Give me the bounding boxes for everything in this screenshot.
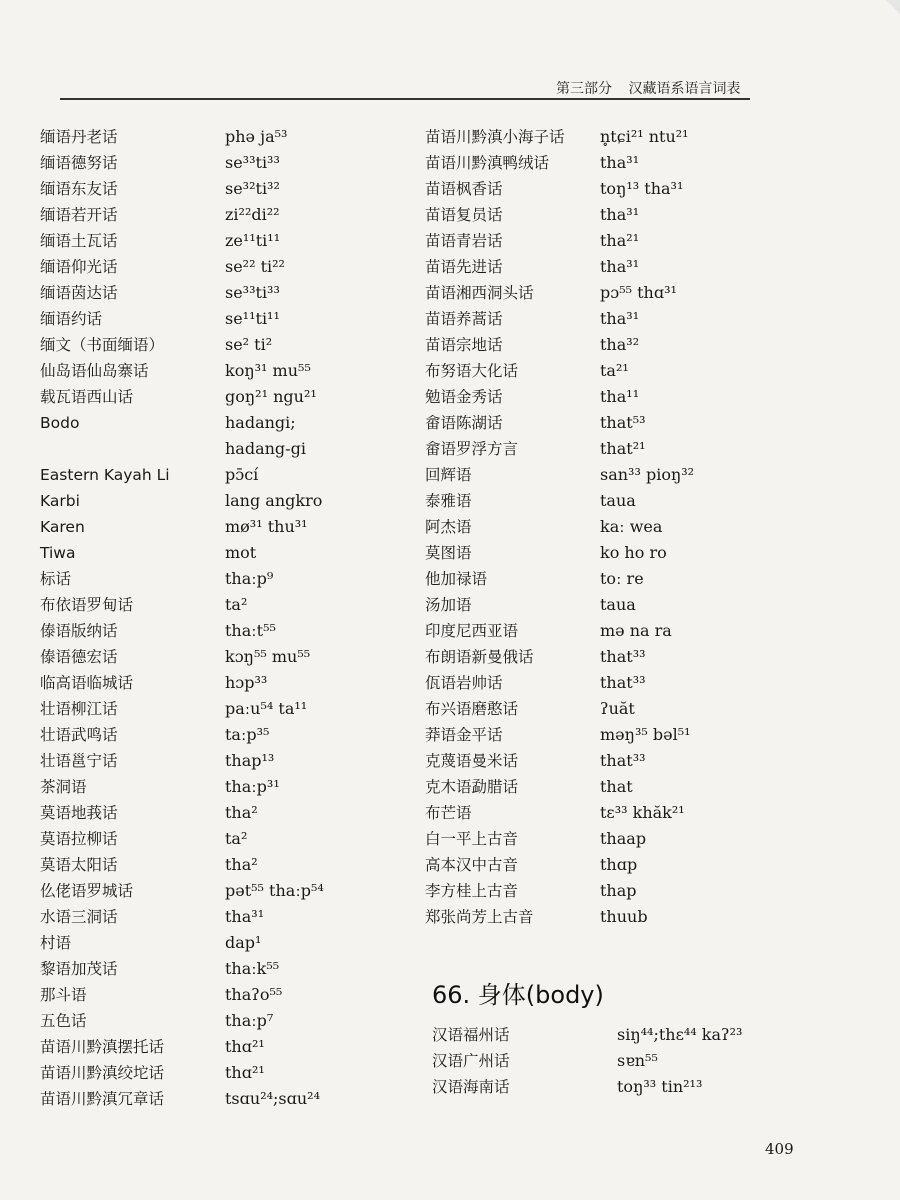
word-form: kɔŋ⁵⁵ mu⁵⁵ [225,647,311,666]
word-form: n̥tɕi²¹ ntu²¹ [600,127,689,146]
language-name: 郑张尚芳上古音 [425,908,534,926]
word-form: dap¹ [225,933,262,952]
language-name: 苗语川黔滇冗章话 [40,1090,165,1108]
language-name: 缅语丹老话 [40,128,118,146]
entry-row [40,982,380,1008]
entry-row [425,670,775,696]
entry-row [40,176,380,202]
entry-row [40,228,380,254]
word-form: that⁵³ [600,413,646,432]
entry-row [425,124,775,150]
word-form: toŋ¹³ tha³¹ [600,179,684,198]
entry-row [40,904,380,930]
language-name: 黎语加茂话 [40,960,118,978]
entry-row [425,540,775,566]
word-form: that [600,777,633,796]
word-form: pɔ̄cí [225,465,259,484]
page-number: 409 [765,1140,794,1158]
language-name: 畲语陈湖话 [425,414,503,432]
word-form: koŋ³¹ mu⁵⁵ [225,361,311,380]
language-name: 克蔑语曼米话 [425,752,519,770]
word-form: lang angkro [225,491,323,510]
word-form: toː re [600,569,644,588]
language-name: 莫语太阳话 [40,856,118,874]
language-name: 汤加语 [425,596,472,614]
page-corner-shadow [886,0,900,14]
language-name: 壮语邕宁话 [40,752,118,770]
language-name: 布兴语磨憨话 [425,700,519,718]
entry-row [40,930,380,956]
language-name: 汉语海南话 [432,1078,510,1096]
entry-row [40,566,380,592]
word-form: taːp³⁵ [225,725,270,744]
entry-row [40,514,380,540]
word-form: thɑ²¹ [225,1063,265,1082]
word-form: tha² [225,855,258,874]
language-name: 缅语仰光话 [40,258,118,276]
entry-row [40,956,380,982]
entry-row [40,150,380,176]
language-name: 仙岛语仙岛寨话 [40,362,149,380]
word-form: that³³ [600,647,646,666]
language-name: 汉语福州话 [432,1026,510,1044]
word-form: phə ja⁵³ [225,127,288,146]
word-form: se³³ti³³ [225,153,280,172]
entry-row [40,722,380,748]
section-entries [432,1022,772,1100]
language-name: 苗语枫香话 [425,180,503,198]
word-form: san³³ pioŋ³² [600,465,695,484]
language-name: 缅语茵达话 [40,284,118,302]
language-name: 莫图语 [425,544,472,562]
word-form: tha¹¹ [600,387,640,406]
entry-row [425,254,775,280]
header-rule [60,98,750,100]
language-name: 阿杰语 [425,518,472,536]
entry-row [425,722,775,748]
entry-row [40,644,380,670]
language-name: 傣语德宏话 [40,648,118,666]
entry-row [40,124,380,150]
word-form: mə na ra [600,621,672,640]
word-form: se¹¹ti¹¹ [225,309,280,328]
entry-row [425,176,775,202]
entry-row [40,384,380,410]
entry-row [40,878,380,904]
word-form: zi²²di²² [225,205,280,224]
entry-row [425,306,775,332]
entry-row [40,670,380,696]
entry-row [425,514,775,540]
language-name: 苗语川黔滇绞坨话 [40,1064,165,1082]
word-form: hadang-gi [225,439,306,458]
language-name: 白一平上古音 [425,830,519,848]
entry-row [425,280,775,306]
word-form: goŋ²¹ ngu²¹ [225,387,317,406]
word-form: ta² [225,829,248,848]
entry-row [40,696,380,722]
entry-row [425,904,775,930]
word-form: tha³¹ [600,309,640,328]
word-form: tha³¹ [600,153,640,172]
language-name: 布努语大化话 [425,362,519,380]
word-form: se²² ti²² [225,257,285,276]
word-form: pɔ⁵⁵ thɑ³¹ [600,283,677,302]
entry-row [40,618,380,644]
word-form: mø³¹ thu³¹ [225,517,308,536]
language-name: 缅语东友话 [40,180,118,198]
entry-row [425,826,775,852]
language-name: 缅语约话 [40,310,103,328]
entry-row [40,462,380,488]
language-name: 莫语地莪话 [40,804,118,822]
word-form: thaap [600,829,647,848]
word-form: thaːp³¹ [225,777,280,796]
entry-row [40,358,380,384]
word-form: hɔp³³ [225,673,268,692]
language-name: 仫佬语罗城话 [40,882,134,900]
word-form: taua [600,595,636,614]
word-form: məŋ³⁵ bəl⁵¹ [600,725,691,744]
word-form: thaʔo⁵⁵ [225,985,283,1004]
language-name: 李方桂上古音 [425,882,519,900]
word-form: that²¹ [600,439,646,458]
language-name: 勉语金秀话 [425,388,503,406]
entry-row [40,280,380,306]
language-name: 苗语川黔滇摆托话 [40,1038,165,1056]
language-name: 布依语罗甸话 [40,596,134,614]
entry-row [40,852,380,878]
entry-row [425,774,775,800]
right-column [425,124,775,930]
word-form: se² ti² [225,335,273,354]
language-name: 苗语青岩话 [425,232,503,250]
word-form: ze¹¹ti¹¹ [225,231,281,250]
language-name: 印度尼西亚语 [425,622,519,640]
word-form: that³³ [600,751,646,770]
language-name: 苗语川黔滇鸭绒话 [425,154,550,172]
language-name: 苗语川黔滇小海子话 [425,128,565,146]
entry-row [40,332,380,358]
entry-row [432,1022,772,1048]
entry-row [425,592,775,618]
language-name: 苗语湘西洞头话 [425,284,534,302]
word-form: thaːp⁹ [225,569,274,588]
entry-row [432,1048,772,1074]
entry-row [425,696,775,722]
entry-row [425,878,775,904]
language-name: 那斗语 [40,986,87,1004]
word-form: ta²¹ [600,361,629,380]
word-form: tha³¹ [225,907,265,926]
language-name: 苗语先进话 [425,258,503,276]
word-form: thaːp⁷ [225,1011,274,1030]
language-name: 佤语岩帅话 [425,674,503,692]
word-form: tha³¹ [600,205,640,224]
word-form: tha³² [600,335,640,354]
word-form: sɐn⁵⁵ [617,1051,658,1070]
word-form: paːu⁵⁴ ta¹¹ [225,699,308,718]
word-form: hadangi; [225,413,296,432]
language-name: 水语三洞话 [40,908,118,926]
word-form: tha²¹ [600,231,640,250]
language-name: 苗语养蒿话 [425,310,503,328]
language-name: 临高语临城话 [40,674,134,692]
language-name: 壮语武鸣话 [40,726,118,744]
word-form: toŋ³³ tin²¹³ [617,1077,703,1096]
language-name: 五色话 [40,1012,87,1030]
word-form: tsɑu²⁴;sɑu²⁴ [225,1089,320,1108]
entry-row [425,228,775,254]
language-name: 泰雅语 [425,492,472,510]
entry-row [425,748,775,774]
word-form: se³³ti³³ [225,283,280,302]
entry-row [40,748,380,774]
word-form: ta² [225,595,248,614]
word-form: se³²ti³² [225,179,280,198]
entry-row [40,410,380,436]
language-name: Karbi [40,492,80,510]
word-form: thuub [600,907,648,926]
entry-row [40,826,380,852]
language-name: 高本汉中古音 [425,856,519,874]
entry-row [425,150,775,176]
language-name: 村语 [40,934,72,952]
entry-row [425,436,775,462]
entry-row [425,384,775,410]
word-form: siŋ⁴⁴;thɛ⁴⁴ kaʔ²³ [617,1025,743,1044]
word-form: thaːt⁵⁵ [225,621,276,640]
word-form: tɛ³³ khăk²¹ [600,803,685,822]
entry-row [425,332,775,358]
language-name: 缅语德努话 [40,154,118,172]
entry-row [40,488,380,514]
language-name: 载瓦语西山话 [40,388,134,406]
entry-row [425,644,775,670]
running-header [556,78,740,98]
word-form: mot [225,543,257,562]
entry-row [425,462,775,488]
entry-row [425,852,775,878]
language-name: 壮语柳江话 [40,700,118,718]
word-form: pət⁵⁵ thaːp⁵⁴ [225,881,324,900]
language-name: 畲语罗浮方言 [425,440,519,458]
word-form: thap¹³ [225,751,275,770]
header-part: 第三部分 [556,81,612,97]
language-name: 缅语土瓦话 [40,232,118,250]
entry-row [40,1060,380,1086]
word-form: ʔuăt [600,699,635,718]
entry-row [40,540,380,566]
language-name: 汉语广州话 [432,1052,510,1070]
entry-row [425,410,775,436]
language-name: 苗语复员话 [425,206,503,224]
entry-row [40,306,380,332]
entry-row [425,488,775,514]
language-name: Karen [40,518,85,536]
entry-row [432,1074,772,1100]
section-title: 66. 身体(body) [432,981,604,1009]
entry-row [425,800,775,826]
word-form: thɑp [600,855,638,874]
language-name: Bodo [40,414,80,432]
entry-row [40,800,380,826]
language-name: 莽语金平话 [425,726,503,744]
language-name: 布朗语新曼俄话 [425,648,534,666]
word-form: kaː wea [600,517,663,536]
entry-row [40,1086,380,1112]
left-column [40,124,380,1112]
language-name: 布芒语 [425,804,472,822]
word-form: taua [600,491,636,510]
language-name: 他加禄语 [425,570,488,588]
language-name: 克木语勐腊话 [425,778,519,796]
language-name: Tiwa [40,544,76,562]
language-name: 缅语若开话 [40,206,118,224]
entry-row [40,774,380,800]
word-form: thɑ²¹ [225,1037,265,1056]
language-name: 傣语版纳话 [40,622,118,640]
header-title: 汉藏语系语言词表 [628,81,741,97]
word-form: thaːk⁵⁵ [225,959,280,978]
entry-row [40,592,380,618]
language-name: 回辉语 [425,466,472,484]
word-form: tha³¹ [600,257,640,276]
entry-row [40,1034,380,1060]
word-form: ko ho ro [600,543,667,562]
language-name: 苗语宗地话 [425,336,503,354]
entry-row [40,254,380,280]
entry-row [425,618,775,644]
language-name: Eastern Kayah Li [40,466,170,484]
entry-row [425,358,775,384]
entry-row [40,1008,380,1034]
language-name: 标话 [40,570,72,588]
entry-row [40,436,380,462]
language-name: 缅文（书面缅语） [40,336,165,354]
entry-row [425,566,775,592]
language-name: 莫语拉柳话 [40,830,118,848]
entry-row [425,202,775,228]
entry-row [40,202,380,228]
word-form: tha² [225,803,258,822]
word-form: thap [600,881,637,900]
word-form: that³³ [600,673,646,692]
language-name: 茶洞语 [40,778,87,796]
